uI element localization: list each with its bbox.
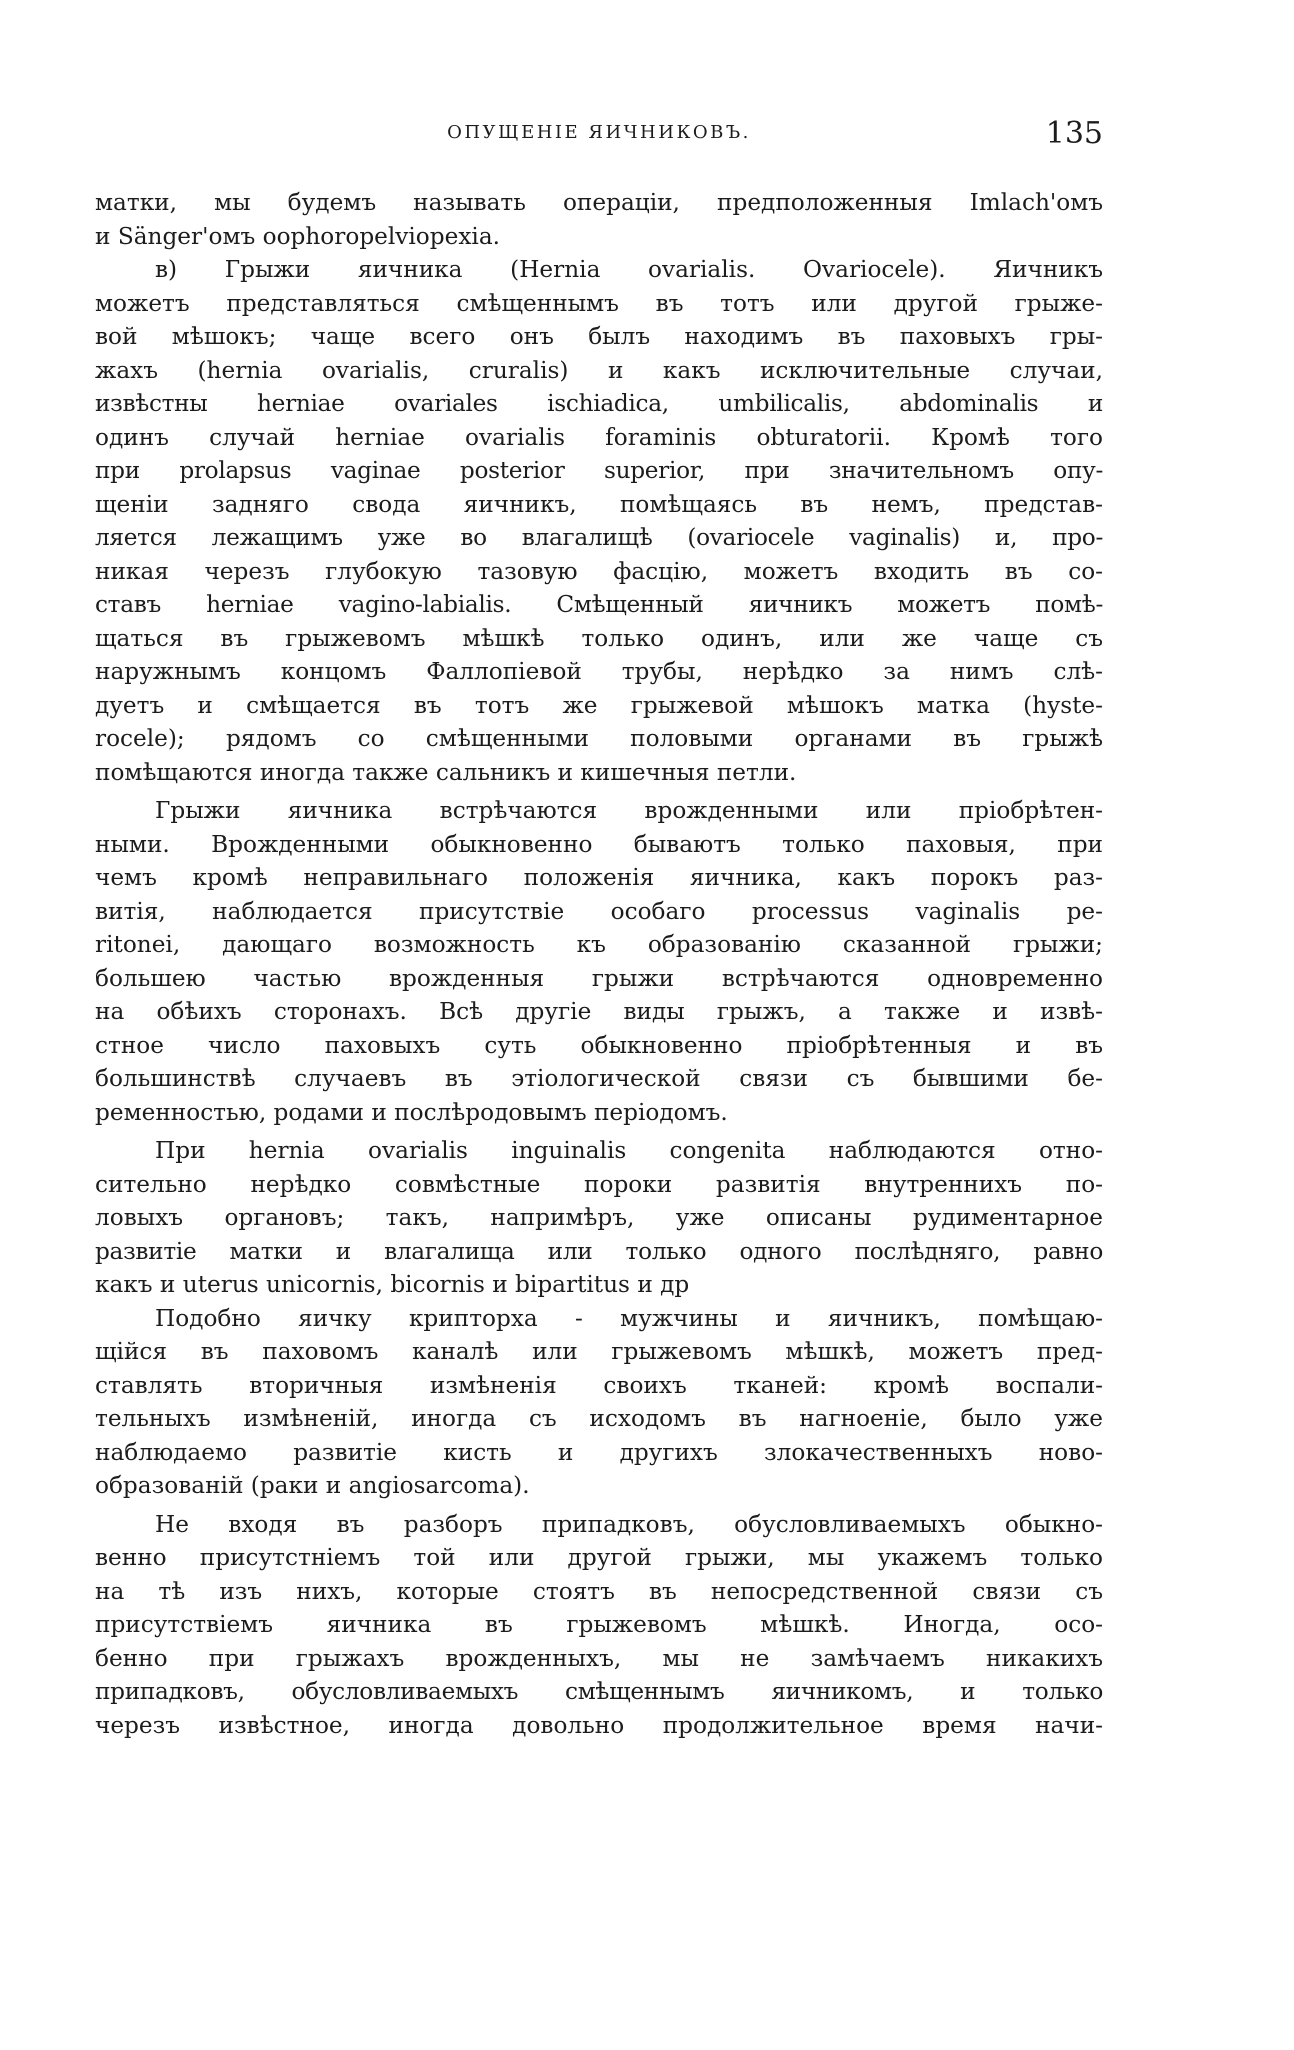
text-line: помѣщаются иногда также сальникъ и кишечныя петли.: [95, 758, 797, 786]
text-line: ременностью, родами и послѣродовымъ періодомъ.: [95, 1098, 728, 1126]
running-title: ОПУЩЕНІЕ ЯИЧНИКОВЪ.: [447, 122, 751, 143]
text-line: в) Грыжи яичника (Hernia ovarialis. Ovariocele). Яичникъ: [155, 256, 1103, 283]
text-line: щійся въ паховомъ каналѣ или грыжевомъ мѣшкѣ, можетъ пред-: [95, 1338, 1103, 1365]
text-line: вой мѣшокъ; чаще всего онъ былъ находимъ въ паховыхъ гры-: [95, 323, 1103, 350]
text-line: матки, мы будемъ называть операціи, предположенныя Imlach'омъ: [95, 189, 1103, 216]
text-line: наружнымъ концомъ Фаллопіевой трубы, нерѣдко за нимъ слѣ-: [95, 658, 1103, 685]
page-number: 135: [1045, 116, 1103, 151]
text-line: извѣстны herniae ovariales ischiadica, umbilicalis, abdominalis и: [95, 390, 1103, 417]
text-line: дуетъ и смѣщается въ тотъ же грыжевой мѣшокъ матка (hyste-: [95, 691, 1103, 719]
text-line: Подобно яичку крипторха - мужчины и яичникъ, помѣщаю-: [155, 1304, 1103, 1332]
text-line: ными. Врожденными обыкновенно бываютъ только паховыя, при: [95, 830, 1103, 858]
text-line: наблюдаемо развитіе кисть и другихъ злокачественныхъ ново-: [95, 1438, 1103, 1466]
running-head: [95, 116, 1103, 156]
text-line: сительно нерѣдко совмѣстные пороки развитія внутреннихъ по-: [95, 1170, 1103, 1198]
text-line: чемъ кромѣ неправильнаго положенія яичника, какъ порокъ раз-: [95, 864, 1103, 891]
text-line: Не входя въ разборъ припадковъ, обусловливаемыхъ обыкно-: [155, 1510, 1103, 1538]
text-line: витія, наблюдается присутствіе особаго processus vaginalis pe-: [95, 897, 1103, 925]
text-line: большинствѣ случаевъ въ этіологической связи съ бывшими бе-: [95, 1065, 1103, 1092]
text-line: одинъ случай herniae ovarialis foraminis obturatorii. Кромѣ того: [95, 423, 1103, 451]
text-line: большею частью врожденныя грыжи встрѣчаются одновременно: [95, 964, 1103, 992]
text-line: жахъ (hernia ovarialis, cruralis) и какъ исключительные случаи,: [95, 356, 1103, 384]
text-line: венно присутстніемъ той или другой грыжи, мы укажемъ только: [95, 1544, 1103, 1571]
text-line: Грыжи яичника встрѣчаются врожденными или пріобрѣтен-: [155, 797, 1103, 824]
text-line: какъ и uterus unicornis, bicornis и bipartitus и др: [95, 1271, 690, 1298]
text-line: ставъ herniae vagino-labialis. Смѣщенный яичникъ можетъ помѣ-: [95, 591, 1103, 618]
text-line: щаться въ грыжевомъ мѣшкѣ только одинъ, или же чаще съ: [95, 624, 1103, 652]
text-line: на тѣ изъ нихъ, которые стоятъ въ непосредственной связи съ: [95, 1577, 1103, 1605]
text-line: стное число паховыхъ суть обыкновенно пріобрѣтенныя и въ: [95, 1031, 1103, 1059]
text-line: при prolapsus vaginae posterior superior, при значительномъ опу-: [95, 457, 1103, 484]
text-line: бенно при грыжахъ врожденныхъ, мы не замѣчаемъ никакихъ: [95, 1644, 1103, 1672]
text-line: При hernia ovarialis inguinalis congenita наблюдаются отно-: [155, 1137, 1103, 1164]
text-line: тельныхъ измѣненій, иногда съ исходомъ въ нагноеніе, было уже: [95, 1405, 1103, 1432]
text-line: образованій (раки и angiosarcoma).: [95, 1472, 530, 1499]
text-line: припадковъ, обусловливаемыхъ смѣщеннымъ яичникомъ, и только: [95, 1678, 1103, 1705]
text-line: развитіе матки и влагалища или только одного послѣдняго, равно: [95, 1237, 1103, 1265]
text-line: черезъ извѣстное, иногда довольно продолжительное время начи-: [95, 1711, 1103, 1739]
text-line: и Sänger'омъ oophoropelviopexia.: [95, 222, 501, 250]
text-line: присутствіемъ яичника въ грыжевомъ мѣшкѣ. Иногда, осо-: [95, 1611, 1103, 1638]
text-line: rocele); рядомъ со смѣщенными половыми органами въ грыжѣ: [95, 725, 1103, 752]
text-line: щеніи задняго свода яичникъ, помѣщаясь въ немъ, представ-: [95, 490, 1103, 518]
text-line: ляется лежащимъ уже во влагалищѣ (ovariocele vaginalis) и, про-: [95, 524, 1103, 551]
text-line: ставлять вторичныя измѣненія своихъ тканей: кромѣ воспали-: [95, 1371, 1103, 1399]
text-line: можетъ представляться смѣщеннымъ въ тотъ или другой грыже-: [95, 289, 1103, 317]
body-text: [95, 186, 1103, 1742]
text-line: никая черезъ глубокую тазовую фасцію, можетъ входить въ со-: [95, 557, 1103, 585]
text-line: ловыхъ органовъ; такъ, напримѣръ, уже описаны рудиментарное: [95, 1204, 1103, 1231]
text-line: на обѣихъ сторонахъ. Всѣ другіе виды грыжъ, а также и извѣ-: [95, 998, 1103, 1025]
text-line: ritonei, дающаго возможность къ образованію сказанной грыжи;: [95, 931, 1103, 958]
